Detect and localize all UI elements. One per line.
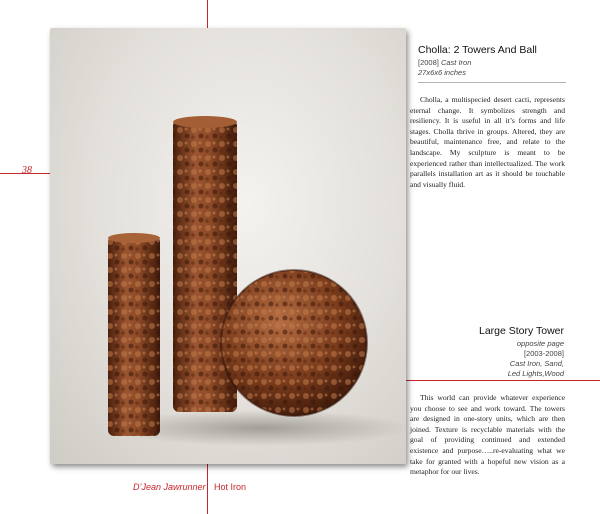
section-divider-rule [406,380,600,381]
top-vertical-rule [207,0,208,28]
sculpture-photo [50,28,406,464]
artwork2-title: Large Story Tower [478,325,564,337]
artwork2-medium-line2: Led Lights,Wood [507,369,564,378]
artwork-meta [418,58,471,78]
artwork2-medium-line1: Cast Iron, Sand, [509,359,564,368]
artwork-year: [2008] [418,58,439,67]
footer-author: D’Jean Jawrunner [133,482,206,492]
artwork2-description: This world can provide whatever experience you choose to see and work toward. The towers are designed in one-story units, which are then joined. Texture is recyclable materials with the goal of providing continued and extended existence and purpose…..re-evaluating what we take for granted with a hopeful new vision as a metaphor for our lives. [410,393,565,477]
page-number: 38 [22,165,32,176]
footer-book-title: Hot Iron [214,482,247,492]
short-tower [108,233,160,436]
artwork-title: Cholla: 2 Towers And Ball [418,44,537,56]
artwork2-meta [508,339,564,379]
artwork-dimensions: 27x6x6 inches [418,68,466,77]
footer-vertical-rule [207,464,208,514]
artwork2-note: opposite page [516,339,564,348]
artwork-medium: Cast Iron [440,58,472,67]
sculpture-ball [221,270,367,416]
artwork-description: Cholla, a multispecied desert cacti, represents eternal change. It symbolizes strength and resiliency. It is useful in all it’s forms and life stages. Cholla thrive in groups. Altered, they are beautiful, maintenance free, and relate to the landscape. My sculpture is meant to be experienced rather than intellectualized. The work parallels installation art as it should be touchable and visually fluid. [410,95,565,189]
title-divider-rule [418,82,566,83]
artwork2-year: [2003-2008] [523,349,564,358]
